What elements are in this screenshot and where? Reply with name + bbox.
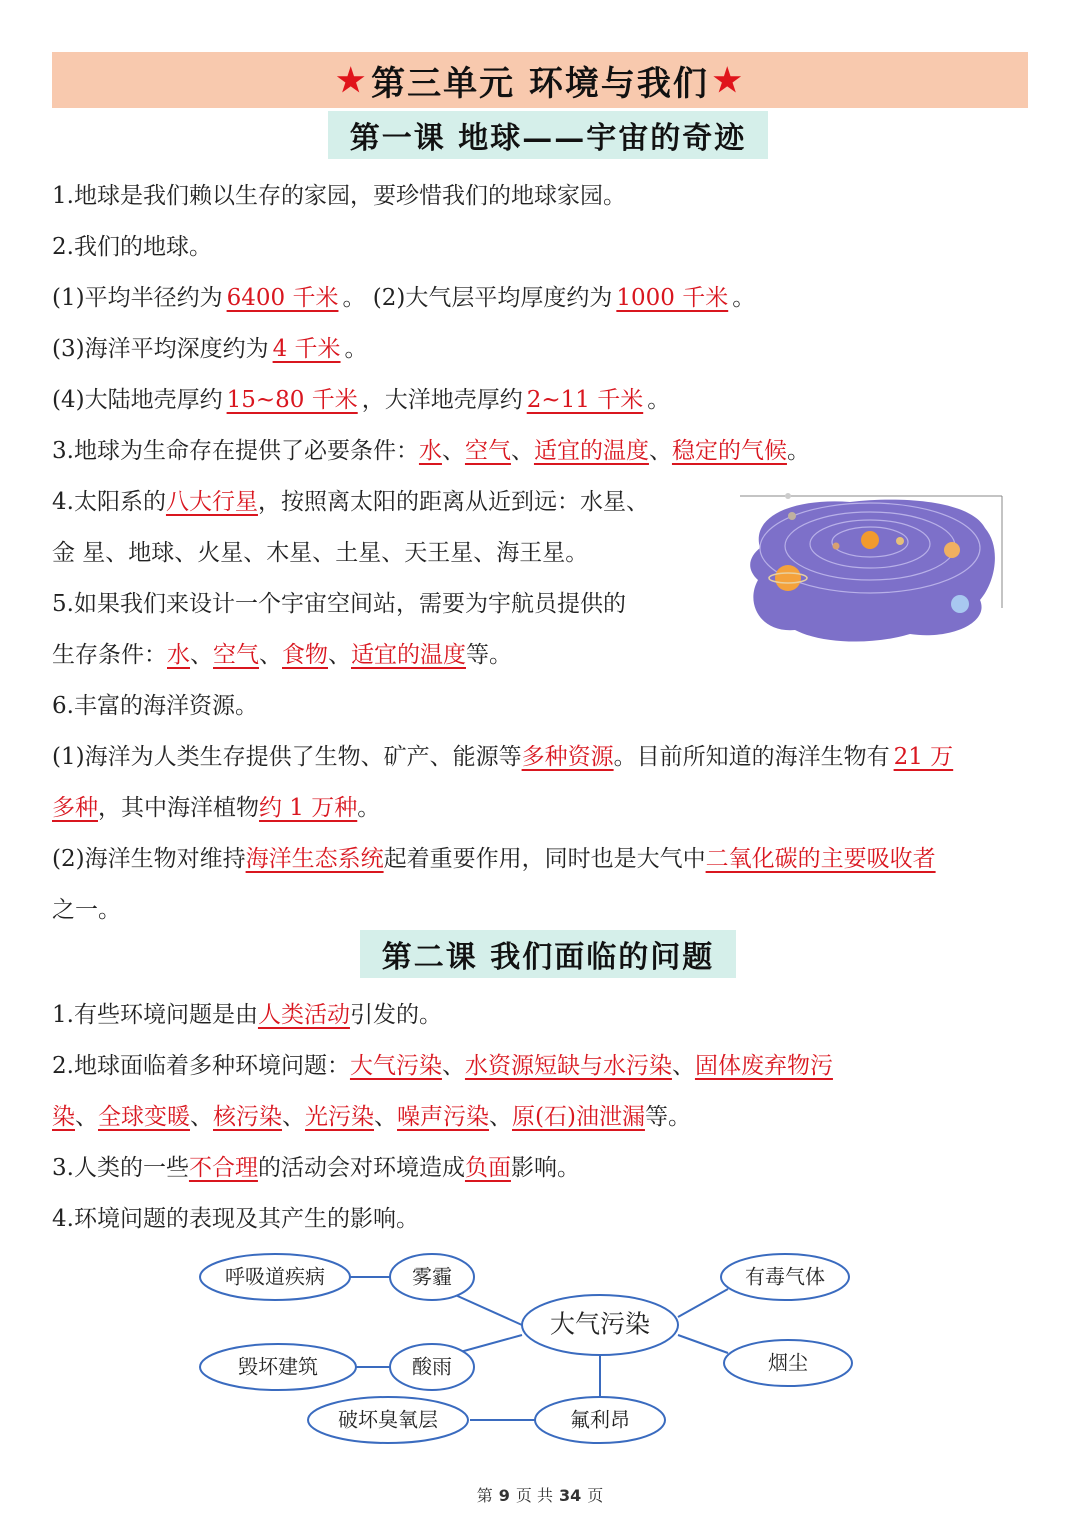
answer: 多种 xyxy=(52,795,98,821)
paragraph xyxy=(52,385,670,415)
star-icon: ★ xyxy=(712,61,744,99)
lesson1-title: 第一课 地球——宇宙的奇迹 xyxy=(328,111,768,159)
unit-title-banner xyxy=(52,52,1028,108)
answer: 大气污染 xyxy=(349,1053,442,1079)
answer: 1000 千米 xyxy=(616,285,729,311)
paragraph: 1.地球是我们赖以生存的家园，要珍惜我们的地球家园。 xyxy=(52,183,626,209)
paragraph: 5.如果我们来设计一个宇宙空间站，需要为宇航员提供的 xyxy=(52,591,626,617)
text: 的活动会对环境造成 xyxy=(257,1155,465,1181)
text: 、 xyxy=(282,1104,305,1130)
text: 、 xyxy=(328,642,351,668)
answer: 食物 xyxy=(282,642,328,668)
paragraph xyxy=(52,793,380,823)
paragraph: 2.我们的地球。 xyxy=(52,234,212,260)
footer-text: 页 xyxy=(587,1486,604,1505)
paragraph xyxy=(52,283,755,313)
text: 4.太阳系的 xyxy=(52,489,166,515)
text: 。 xyxy=(786,438,810,464)
page-total: 34 xyxy=(558,1486,582,1505)
answer: 不合理 xyxy=(188,1155,258,1181)
text: 3.地球为生命存在提供了必要条件： xyxy=(52,438,419,464)
solar-system-image xyxy=(740,488,1010,648)
paragraph xyxy=(52,1102,691,1132)
answer: 全球变暖 xyxy=(98,1104,190,1130)
paragraph xyxy=(52,1000,442,1030)
text: 。目前所知道的海洋生物有 xyxy=(613,744,890,770)
answer: 核污染 xyxy=(213,1104,282,1130)
answer: 4 千米 xyxy=(272,336,341,362)
text: 生存条件： xyxy=(52,642,167,668)
text: (2)海洋生物对维持 xyxy=(52,846,246,872)
page-footer xyxy=(0,1483,1080,1506)
answer: 2~11 千米 xyxy=(526,387,644,413)
star-icon: ★ xyxy=(336,61,368,99)
answer: 15~80 千米 xyxy=(226,387,358,413)
text: 、 xyxy=(75,1104,98,1130)
answer: 光污染 xyxy=(305,1104,374,1130)
text: (4)大陆地壳厚约 xyxy=(52,387,223,413)
page-number: 9 xyxy=(498,1486,510,1505)
text: 、 xyxy=(441,1053,465,1079)
answer: 多种资源 xyxy=(521,744,614,770)
paragraph: 6.丰富的海洋资源。 xyxy=(52,693,258,719)
text: 、 xyxy=(259,642,282,668)
answer: 染 xyxy=(52,1104,75,1130)
text: 。 xyxy=(344,336,368,362)
answer: 海洋生态系统 xyxy=(245,846,384,872)
text: 、 xyxy=(671,1053,695,1079)
text: 、 xyxy=(648,438,672,464)
answer: 空气 xyxy=(213,642,259,668)
text: 3.人类的一些 xyxy=(52,1155,189,1181)
answer: 水 xyxy=(418,438,442,464)
paragraph xyxy=(52,334,368,364)
answer: 人类活动 xyxy=(257,1002,350,1028)
answer: 稳定的气候 xyxy=(671,438,787,464)
text: 。 xyxy=(357,795,381,821)
lesson2-title: 第二课 我们面临的问题 xyxy=(360,930,736,978)
text: ，其中海洋植物 xyxy=(98,795,259,821)
text: 、 xyxy=(190,1104,213,1130)
mindmap-center: 大气污染 xyxy=(549,1309,651,1339)
text: 。 (2)大气层平均厚度约为 xyxy=(342,285,613,311)
footer-text: 页 共 xyxy=(515,1486,553,1505)
text: 等。 xyxy=(644,1104,691,1130)
text: (1)海洋为人类生存提供了生物、矿产、能源等 xyxy=(52,744,522,770)
text: 等。 xyxy=(466,642,512,668)
text: ，大洋地壳厚约 xyxy=(361,387,523,413)
answer: 水 xyxy=(167,642,190,668)
text: 影响。 xyxy=(510,1155,580,1181)
answer: 约 1 万种 xyxy=(259,795,358,821)
paragraph xyxy=(52,487,649,517)
text: 、 xyxy=(489,1104,512,1130)
text: 1.有些环境问题是由 xyxy=(52,1002,258,1028)
paragraph xyxy=(52,742,957,772)
answer: 固体废弃物污 xyxy=(694,1053,833,1079)
paragraph: 4.环境问题的表现及其产生的影响。 xyxy=(52,1206,419,1232)
mind-map xyxy=(180,1245,880,1460)
answer: 6400 千米 xyxy=(226,285,339,311)
answer: 原(石)油泄漏 xyxy=(512,1104,645,1130)
paragraph xyxy=(52,436,810,466)
text: (3)海洋平均深度约为 xyxy=(52,336,269,362)
mindmap-node: 毁坏建筑 xyxy=(238,1354,318,1379)
text: 、 xyxy=(374,1104,397,1130)
unit-title: 第三单元 环境与我们 xyxy=(371,63,709,104)
answer: 噪声污染 xyxy=(397,1104,489,1130)
footer-text: 第 xyxy=(476,1486,493,1505)
text: 2.地球面临着多种环境问题： xyxy=(52,1053,350,1079)
paragraph: 金 星、地球、火星、木星、土星、天王星、海王星。 xyxy=(52,540,589,566)
text: 引发的。 xyxy=(349,1002,442,1028)
paragraph xyxy=(52,844,936,874)
mindmap-node: 酸雨 xyxy=(412,1354,452,1379)
paragraph xyxy=(52,1153,580,1183)
answer: 21 万 xyxy=(893,744,954,770)
mindmap-node: 呼吸道疾病 xyxy=(225,1264,325,1289)
mindmap-node: 破坏臭氧层 xyxy=(338,1407,438,1432)
answer: 八大行星 xyxy=(165,489,258,515)
text: 、 xyxy=(190,642,213,668)
paragraph xyxy=(52,1051,833,1081)
answer: 适宜的温度 xyxy=(351,642,466,668)
text: 、 xyxy=(510,438,534,464)
text: 。 xyxy=(732,285,756,311)
text: 起着重要作用，同时也是大气中 xyxy=(383,846,706,872)
mindmap-node: 有毒气体 xyxy=(745,1264,825,1289)
answer: 负面 xyxy=(464,1155,511,1181)
mindmap-node: 氟利昂 xyxy=(570,1407,630,1432)
paragraph xyxy=(52,640,512,670)
mindmap-node: 烟尘 xyxy=(768,1350,808,1375)
answer: 适宜的温度 xyxy=(533,438,649,464)
text: ，按照离太阳的距离从近到远：水星、 xyxy=(257,489,649,515)
text: (1)平均半径约为 xyxy=(52,285,223,311)
answer: 空气 xyxy=(464,438,511,464)
mindmap-node: 雾霾 xyxy=(412,1264,452,1289)
text: 。 xyxy=(647,387,671,413)
answer: 二氧化碳的主要吸收者 xyxy=(705,846,936,872)
answer: 水资源短缺与水污染 xyxy=(464,1053,672,1079)
paragraph: 之一。 xyxy=(52,897,121,923)
text: 、 xyxy=(441,438,465,464)
